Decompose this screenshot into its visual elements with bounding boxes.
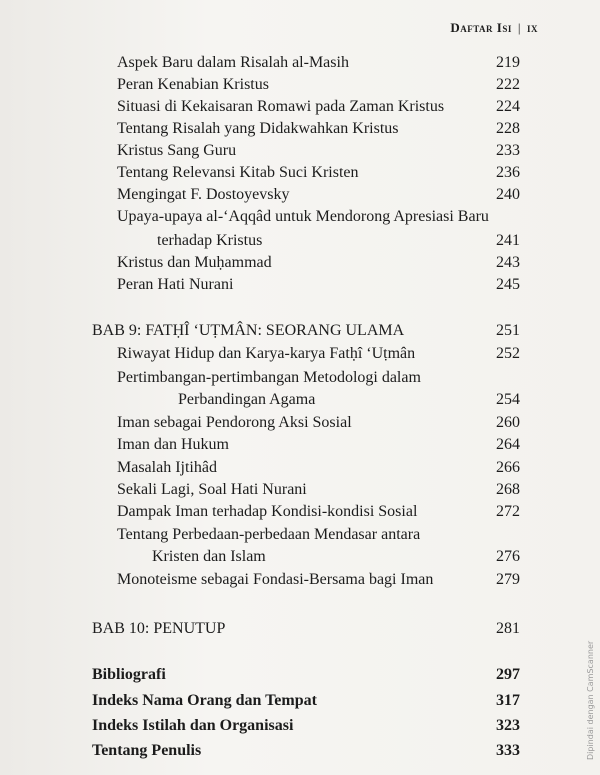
toc-entry-title: Masalah Ijtihâd [117,459,217,476]
toc-entry-page: 272 [496,503,520,520]
toc-backmatter [0,666,600,690]
toc-entry-title: Pertimbangan-pertimbangan Metodologi dalam [117,369,421,386]
toc-entry-page: 252 [496,345,520,362]
toc-entry-title: Peran Hati Nurani [117,276,234,293]
toc-entry [0,369,600,393]
header-title: Daftar Isi [450,20,512,35]
toc-entry-page: 240 [496,186,520,203]
toc-entry-title: Monoteisme sebagai Fondasi-Bersama bagi Iman [117,571,434,588]
toc-entry [0,503,600,527]
toc-entry [0,459,600,483]
toc-entry-title: Sekali Lagi, Soal Hati Nurani [117,481,307,498]
header-page-number: ix [526,20,538,35]
toc-entry [0,345,600,369]
toc-entry-title: Bibliografi [92,666,166,683]
toc-entry [0,526,600,550]
toc-entry [0,142,600,166]
toc-entry-title: Dampak Iman terhadap Kondisi-kondisi Sosial [117,503,418,520]
toc-entry-title: Kristus dan Muḥammad [117,254,272,271]
toc-entry [0,414,600,438]
toc-entry [0,120,600,144]
toc-entry-page: 243 [496,254,520,271]
toc-entry-title: Tentang Penulis [92,742,202,759]
toc-entry-title: Mengingat F. Dostoyevsky [117,186,290,203]
toc-entry-page: 254 [496,391,520,408]
toc-entry-page: 266 [496,459,520,476]
running-header [450,20,538,36]
toc-entry [0,76,600,100]
toc-entry-page: 333 [496,742,520,759]
toc-entry-page: 222 [496,76,520,93]
toc-entry [0,571,600,595]
toc-entry [0,276,600,300]
toc-chapter [0,322,600,346]
toc-entry [0,254,600,278]
toc-entry [0,186,600,210]
toc-entry-title: Kristus Sang Guru [117,142,237,159]
toc-entry-title: Perbandingan Agama [178,391,316,408]
toc-entry-page: 219 [496,54,520,71]
toc-entry-title: Indeks Nama Orang dan Tempat [92,692,317,709]
toc-entry-title: Iman dan Hukum [117,436,229,453]
scanner-watermark: Dipindai dengan CamScanner [586,640,595,760]
toc-chapter [0,620,600,644]
toc-entry-page: 260 [496,414,520,431]
toc-entry-title: Peran Kenabian Kristus [117,76,269,93]
toc-chapter-title: BAB 9: FATḤÎ ‘UṬMÂN: SEORANG ULAMA [92,322,405,339]
toc-entry-page: 279 [496,571,520,588]
toc-entry-title: Iman sebagai Pendorong Aksi Sosial [117,414,352,431]
toc-backmatter [0,692,600,716]
toc-entry-page: 268 [496,481,520,498]
toc-backmatter [0,742,600,766]
header-separator: | [517,20,521,35]
toc-entry-page: 323 [496,717,520,734]
toc-entry-page: 264 [496,436,520,453]
toc-entry-page: 276 [496,548,520,565]
toc-entry [0,436,600,460]
toc-entry-page: 281 [496,620,520,637]
toc-entry-title: Upaya-upaya al-‘Aqqâd untuk Mendorong Apresiasi Baru [117,208,489,225]
toc-entry-page: 236 [496,164,520,181]
toc-entry-title: Tentang Perbedaan-perbedaan Mendasar antara [117,526,421,543]
toc-entry [0,54,600,78]
toc-entry [0,98,600,122]
toc-entry [0,548,600,572]
toc-entry-title: Aspek Baru dalam Risalah al-Masih [117,54,349,71]
toc-entry-title: Indeks Istilah dan Organisasi [92,717,294,734]
toc-entry-title: Tentang Risalah yang Didakwahkan Kristus [117,120,399,137]
toc-entry-page: 241 [496,232,520,249]
toc-entry-page: 245 [496,276,520,293]
toc-entry-page: 251 [496,322,520,339]
toc-entry-page: 297 [496,666,520,683]
toc-entry-title: terhadap Kristus [157,232,263,249]
toc-entry [0,232,600,256]
toc-chapter-title: BAB 10: PENUTUP [92,620,226,637]
toc-entry-title: Tentang Relevansi Kitab Suci Kristen [117,164,359,181]
toc-entry-title: Situasi di Kekaisaran Romawi pada Zaman Kristus [117,98,445,115]
toc-entry-page: 233 [496,142,520,159]
toc-entry [0,391,600,415]
toc-entry [0,481,600,505]
toc-entry [0,164,600,188]
toc-entry-page: 224 [496,98,520,115]
toc-entry-title: Kristen dan Islam [152,548,266,565]
toc-entry [0,208,600,232]
toc-entry-page: 317 [496,692,520,709]
toc-backmatter [0,717,600,741]
toc-entry-page: 228 [496,120,520,137]
toc-entry-title: Riwayat Hidup dan Karya-karya Fatḥî ‘Uṭmân [117,345,416,362]
